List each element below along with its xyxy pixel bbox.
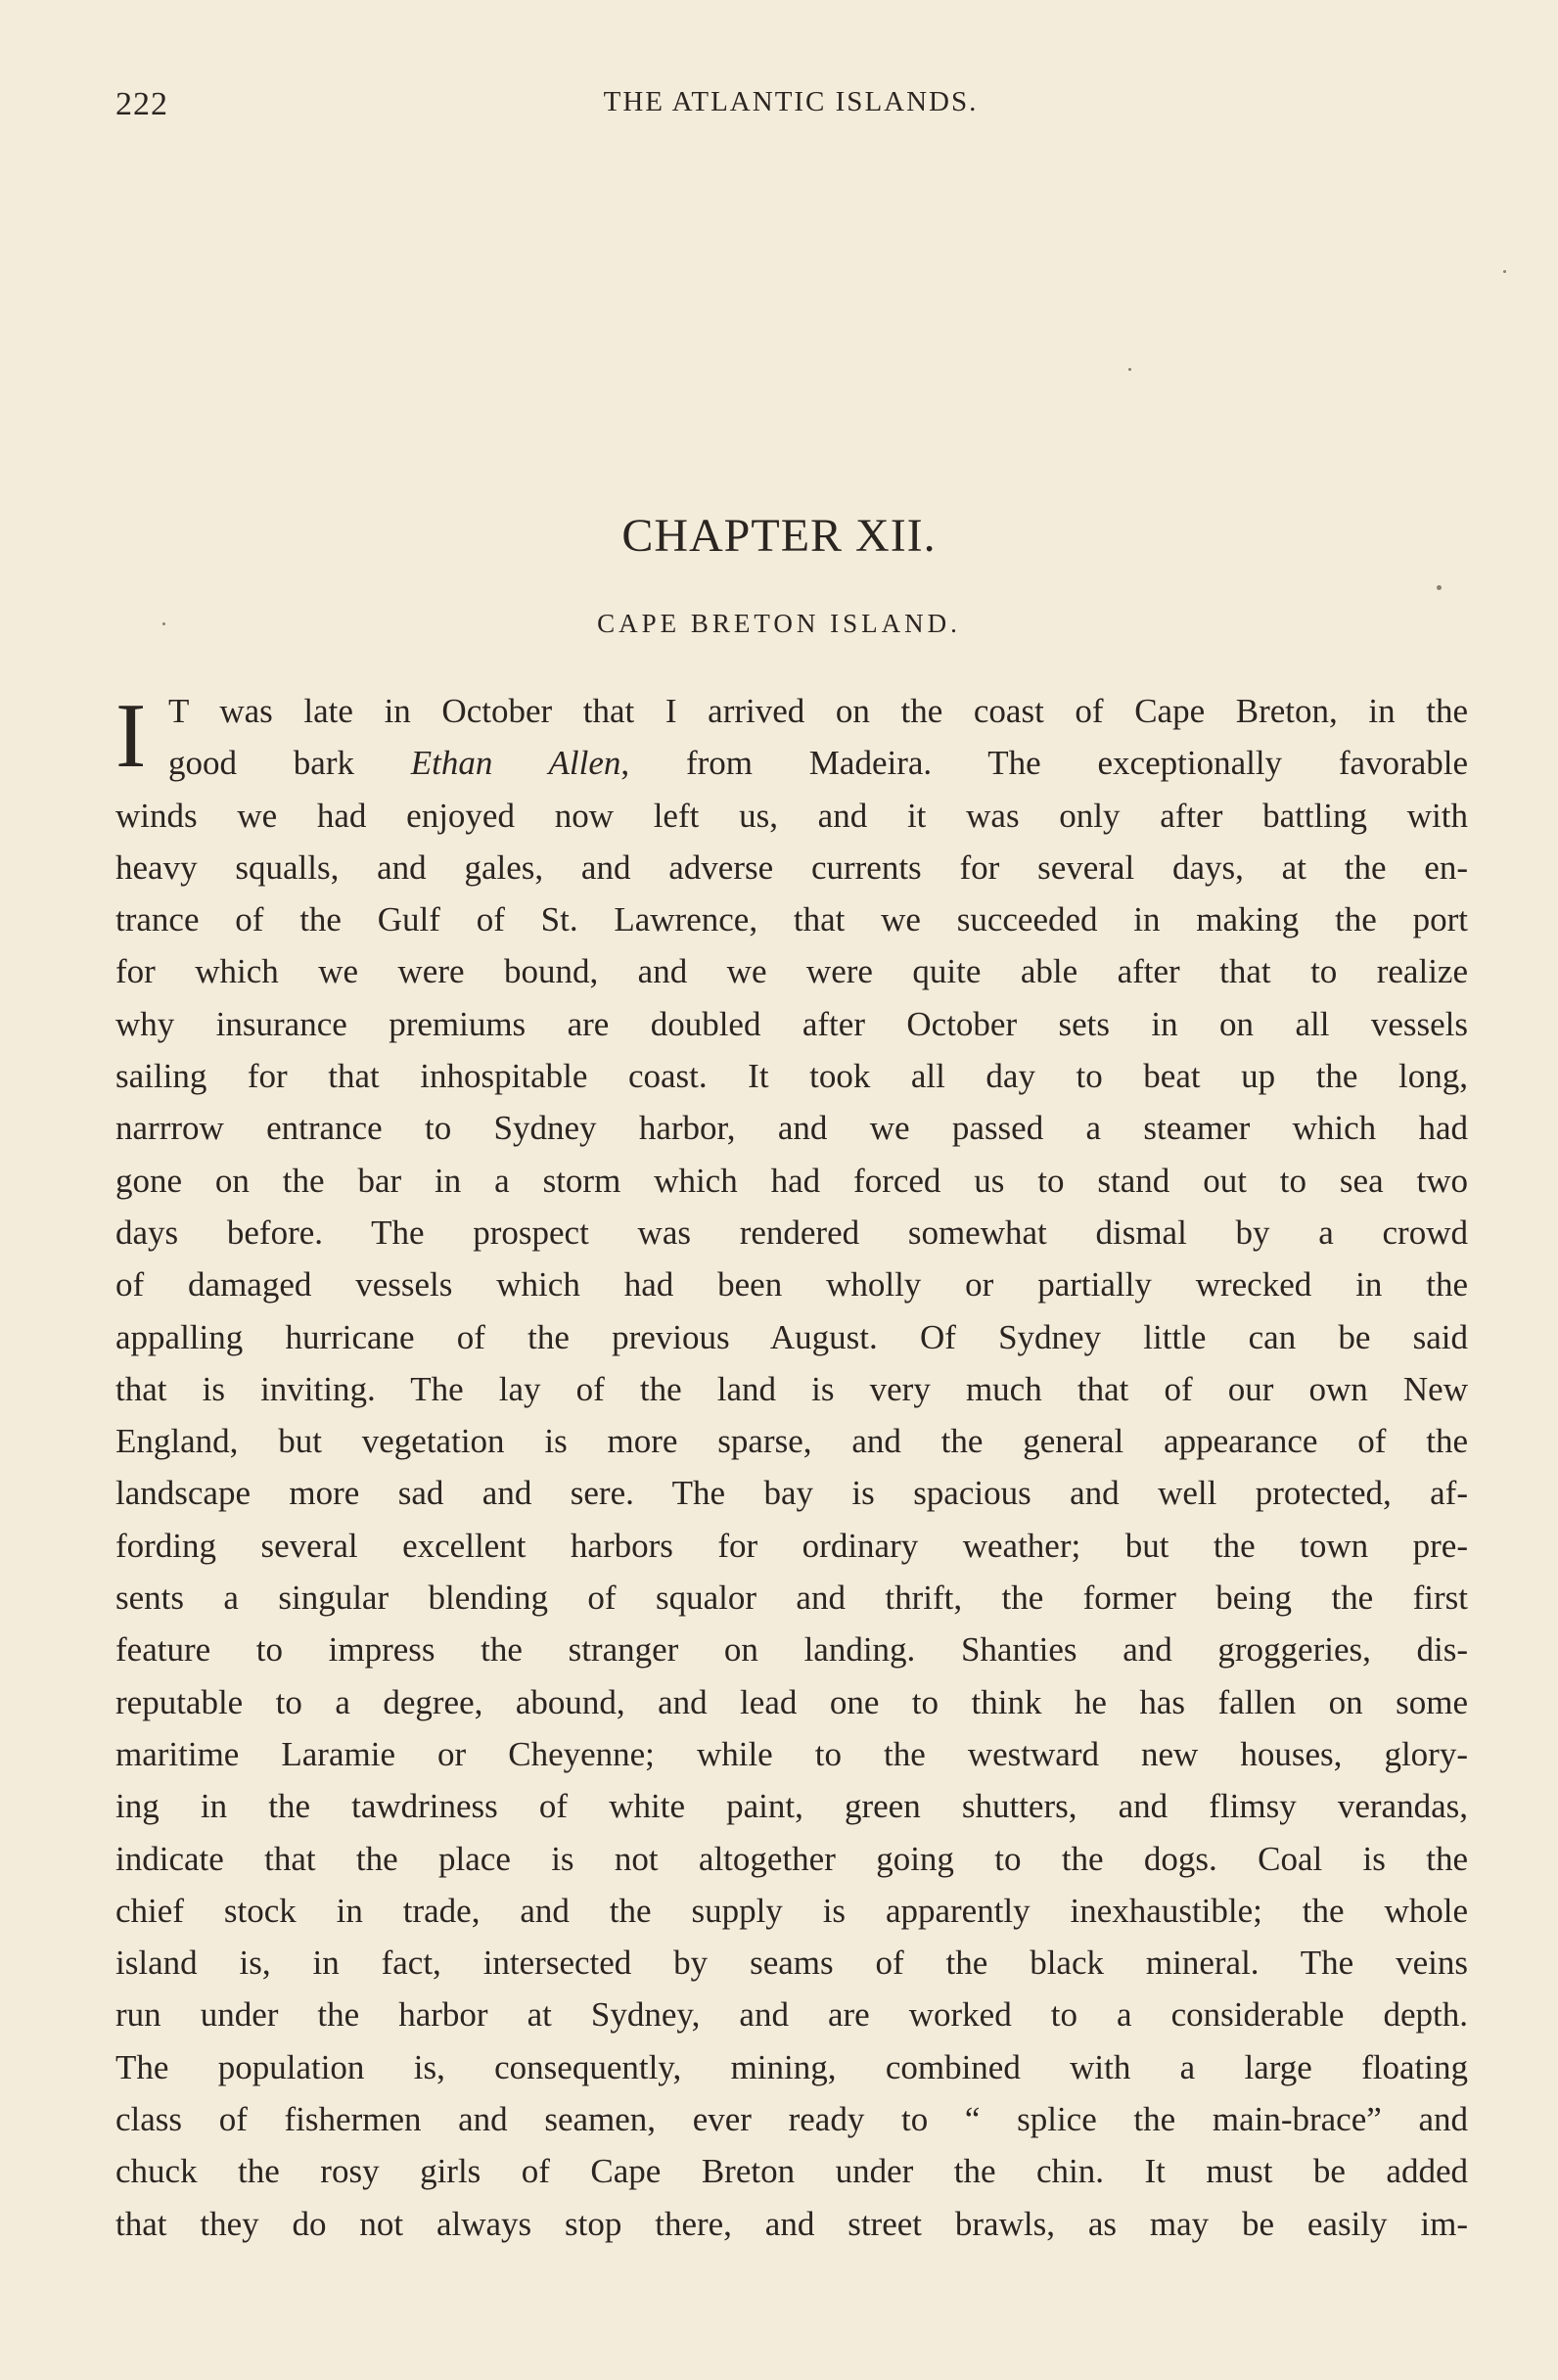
text-line: ing in the tawdriness of white paint, green shutters, and flimsy verandas, bbox=[115, 1787, 1468, 1826]
text-line: T was late in October that I arrived on the coast of Cape Breton, in the bbox=[168, 692, 1468, 730]
text-line: The population is, consequently, mining, combined with a large floating bbox=[115, 2047, 1468, 2086]
text-line: that they do not always stop there, and street brawls, as may be easily im- bbox=[115, 2204, 1468, 2243]
paper-speck bbox=[162, 622, 165, 625]
text-line: of damaged vessels which had been wholly or partially wrecked in the bbox=[115, 1265, 1468, 1304]
text-line: appalling hurricane of the previous August. Of Sydney little can be said bbox=[115, 1317, 1468, 1356]
text-line: class of fishermen and seamen, ever ready to “ splice the main-brace” and bbox=[115, 2100, 1468, 2139]
text-line: landscape more sad and sere. The bay is spacious and well protected, af- bbox=[115, 1474, 1468, 1513]
text-line: heavy squalls, and gales, and adverse currents for several days, at the en- bbox=[115, 847, 1468, 887]
text-line: narrrow entrance to Sydney harbor, and we passed a steamer which had bbox=[115, 1109, 1468, 1148]
text-line: gone on the bar in a storm which had forced us to stand out to sea two bbox=[115, 1161, 1468, 1200]
text-line: winds we had enjoyed now left us, and it was only after battling with bbox=[115, 796, 1468, 835]
text-line: days before. The prospect was rendered somewhat dismal by a crowd bbox=[115, 1213, 1468, 1252]
text-line: trance of the Gulf of St. Lawrence, that we succeeded in making the port bbox=[115, 900, 1468, 939]
text-line: good bark Ethan Allen, from Madeira. The exceptionally favorable bbox=[168, 744, 1468, 783]
text-line: England, but vegetation is more sparse, and the general appearance of the bbox=[115, 1422, 1468, 1461]
drop-cap: I bbox=[115, 685, 147, 787]
page-number: 222 bbox=[115, 86, 168, 122]
text-line: indicate that the place is not altogether going to the dogs. Coal is the bbox=[115, 1839, 1468, 1878]
paper-speck bbox=[1503, 270, 1506, 273]
paper-speck bbox=[1437, 585, 1442, 590]
running-title: THE ATLANTIC ISLANDS. bbox=[603, 86, 979, 117]
text-line: reputable to a degree, abound, and lead one to think he has fallen on some bbox=[115, 1682, 1468, 1721]
text-line: island is, in fact, intersected by seams of the black mineral. The veins bbox=[115, 1944, 1468, 1983]
text-line: for which we were bound, and we were quite able after that to realize bbox=[115, 952, 1468, 991]
paper-speck bbox=[1128, 368, 1131, 371]
text-line: run under the harbor at Sydney, and are worked to a considerable depth. bbox=[115, 1995, 1468, 2035]
ship-name: Ethan Allen bbox=[410, 744, 621, 783]
chapter-title: CHAPTER XII. bbox=[621, 510, 937, 562]
text-line: maritime Laramie or Cheyenne; while to the westward new houses, glory- bbox=[115, 1734, 1468, 1773]
running-head bbox=[115, 86, 1466, 125]
text-line: sailing for that inhospitable coast. It took all day to beat up the long, bbox=[115, 1057, 1468, 1096]
text-line: feature to impress the stranger on landing. Shanties and groggeries, dis- bbox=[115, 1630, 1468, 1670]
body-text bbox=[115, 685, 1468, 2250]
chapter-subtitle: CAPE BRETON ISLAND. bbox=[597, 609, 961, 638]
text-line: that is inviting. The lay of the land is very much that of our own New bbox=[115, 1369, 1468, 1408]
text-line: chief stock in trade, and the supply is apparently inexhaustible; the whole bbox=[115, 1891, 1468, 1930]
text-line: chuck the rosy girls of Cape Breton under the chin. It must be added bbox=[115, 2152, 1468, 2191]
text-line: why insurance premiums are doubled after October sets in on all vessels bbox=[115, 1004, 1468, 1043]
text-line: sents a singular blending of squalor and thrift, the former being the first bbox=[115, 1579, 1468, 1618]
text-line: fording several excellent harbors for ordinary weather; but the town pre- bbox=[115, 1526, 1468, 1565]
